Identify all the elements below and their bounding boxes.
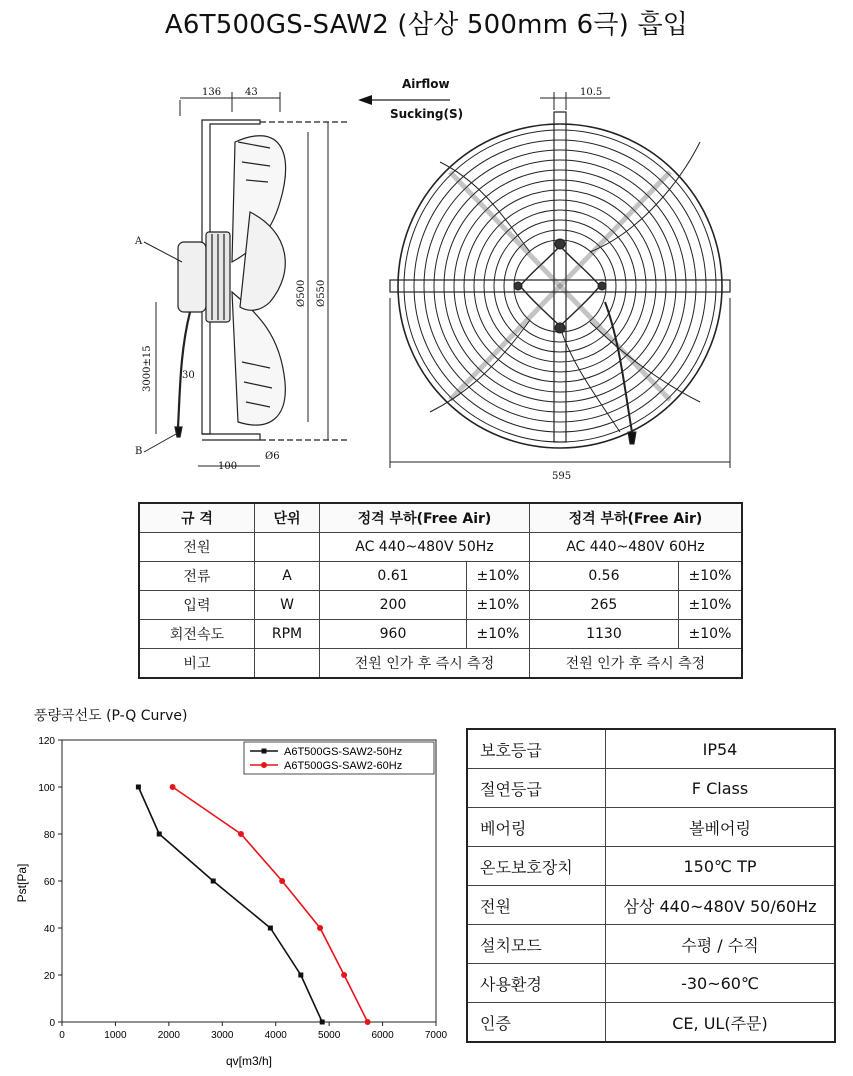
page-title: A6T500GS-SAW2 (삼상 500mm 6극) 흡입 — [164, 10, 689, 40]
x-axis-label: qv[m3/h] — [225, 1054, 273, 1068]
curve-title: 풍량곡선도 (P-Q Curve) — [34, 708, 188, 724]
current-label: 전류 — [139, 562, 254, 591]
y-tick-label: 40 — [43, 924, 55, 935]
legend-marker — [262, 749, 267, 754]
property-key-text: 온도보호장치 — [480, 857, 573, 877]
current-50hz: 0.61 — [320, 562, 467, 591]
property-key — [467, 729, 606, 769]
dim-3000: 3000±15 — [142, 345, 153, 392]
property-value: F Class — [606, 769, 836, 808]
power-50hz: AC 440~480V 50Hz — [320, 533, 530, 562]
plot-frame — [62, 740, 436, 1022]
property-key — [467, 964, 606, 1003]
dim-10-5: 10.5 — [580, 87, 603, 98]
speed-60hz: 1130 — [529, 620, 678, 649]
properties-table — [466, 728, 836, 1043]
x-tick-label: 0 — [59, 1030, 65, 1041]
fan-grille — [390, 112, 730, 448]
current-60hz: 0.56 — [529, 562, 678, 591]
x-tick-label: 6000 — [371, 1030, 394, 1041]
property-row — [467, 847, 835, 886]
input-60hz: 265 — [529, 591, 678, 620]
x-tick-label: 1000 — [104, 1030, 127, 1041]
legend-marker — [261, 762, 267, 768]
input-60hz-tol: ±10% — [678, 591, 742, 620]
header-50hz: 정격 부하(Free Air) — [320, 503, 530, 533]
input-50hz: 200 — [320, 591, 467, 620]
data-point — [279, 878, 285, 884]
dim-136: 136 — [202, 87, 222, 98]
data-point — [341, 972, 347, 978]
property-row — [467, 1003, 835, 1043]
y-tick-label: 120 — [38, 736, 55, 747]
input-50hz-tol: ±10% — [466, 591, 529, 620]
spec-row-current — [139, 562, 742, 591]
data-point — [268, 926, 273, 931]
property-key — [467, 886, 606, 925]
property-key — [467, 769, 606, 808]
note-60hz: 전원 인가 후 즉시 측정 — [529, 649, 742, 679]
x-tick-label: 7000 — [424, 1030, 448, 1041]
property-row — [467, 964, 835, 1003]
header-unit: 단위 — [254, 503, 319, 533]
property-key-text: 베어링 — [480, 818, 527, 838]
property-key — [467, 1003, 606, 1043]
current-60hz-tol: ±10% — [678, 562, 742, 591]
data-point — [136, 785, 141, 790]
property-value: 수평 / 수직 — [606, 925, 836, 964]
property-key-text: 설치모드 — [480, 935, 542, 955]
data-point — [365, 1019, 371, 1025]
power-unit — [254, 533, 319, 562]
speed-50hz: 960 — [320, 620, 467, 649]
spec-row-note — [139, 649, 742, 679]
note-unit — [254, 649, 319, 679]
current-50hz-tol: ±10% — [466, 562, 529, 591]
current-unit: A — [254, 562, 319, 591]
y-tick-label: 100 — [38, 783, 55, 794]
legend-label: A6T500GS-SAW2-50Hz — [284, 746, 403, 758]
spec-row-speed — [139, 620, 742, 649]
data-point — [320, 1020, 325, 1025]
property-key — [467, 925, 606, 964]
dim-550: Ø550 — [316, 279, 327, 307]
property-key-text: 사용환경 — [480, 974, 542, 994]
header-spec: 규 격 — [139, 503, 254, 533]
dim-100: 100 — [218, 461, 238, 472]
property-row — [467, 886, 835, 925]
dim-43: 43 — [245, 87, 258, 98]
spec-table — [138, 502, 743, 679]
y-tick-label: 20 — [43, 971, 55, 982]
fan-dimension-drawing — [120, 62, 740, 492]
y-axis-label: Pst[Pa] — [15, 863, 29, 903]
property-row — [467, 729, 835, 769]
y-tick-label: 80 — [43, 830, 55, 841]
x-tick-label: 2000 — [157, 1030, 180, 1041]
input-label: 입력 — [139, 591, 254, 620]
property-value: 삼상 440~480V 50/60Hz — [606, 886, 836, 925]
property-key-text: 전원 — [480, 896, 511, 916]
sucking-label: Sucking(S) — [390, 107, 464, 121]
legend-label: A6T500GS-SAW2-60Hz — [284, 760, 403, 772]
dim-6: Ø6 — [265, 451, 280, 462]
data-point — [317, 925, 323, 931]
data-point — [211, 879, 216, 884]
speed-label: 회전속도 — [139, 620, 254, 649]
x-tick-label: 4000 — [264, 1030, 287, 1041]
spec-row-power — [139, 533, 742, 562]
note-label: 비고 — [139, 649, 254, 679]
dim-595: 595 — [552, 471, 572, 482]
speed-50hz-tol: ±10% — [466, 620, 529, 649]
speed-60hz-tol: ±10% — [678, 620, 742, 649]
x-tick-label: 3000 — [211, 1030, 234, 1041]
property-value: IP54 — [606, 729, 836, 769]
property-key-text: 보호등급 — [480, 740, 542, 760]
property-value: -30~60℃ — [606, 964, 836, 1003]
property-row — [467, 925, 835, 964]
x-tick-label: 5000 — [318, 1030, 341, 1041]
property-row — [467, 769, 835, 808]
data-point — [238, 831, 244, 837]
property-value: CE, UL(주문) — [606, 1003, 836, 1043]
dim-30: 30 — [182, 370, 195, 381]
y-tick-label: 60 — [43, 877, 55, 888]
label-b: B — [135, 446, 143, 457]
property-row — [467, 808, 835, 847]
property-value: 볼베어링 — [606, 808, 836, 847]
power-label: 전원 — [139, 533, 254, 562]
data-point — [157, 832, 162, 837]
speed-unit: RPM — [254, 620, 319, 649]
property-key-text: 인증 — [480, 1013, 511, 1033]
dim-500: Ø500 — [296, 279, 307, 307]
property-key — [467, 847, 606, 886]
power-60hz: AC 440~480V 60Hz — [529, 533, 742, 562]
label-a: A — [135, 236, 143, 247]
note-50hz: 전원 인가 후 즉시 측정 — [320, 649, 530, 679]
data-point — [170, 784, 176, 790]
property-key-text: 절연등급 — [480, 779, 542, 799]
property-key — [467, 808, 606, 847]
y-tick-label: 0 — [49, 1018, 55, 1029]
data-point — [298, 973, 303, 978]
property-value: 150℃ TP — [606, 847, 836, 886]
spec-header-row — [139, 503, 742, 533]
airflow-label: Airflow — [402, 77, 450, 91]
pq-curve-chart — [0, 725, 460, 1070]
header-60hz: 정격 부하(Free Air) — [529, 503, 742, 533]
spec-row-input — [139, 591, 742, 620]
input-unit: W — [254, 591, 319, 620]
